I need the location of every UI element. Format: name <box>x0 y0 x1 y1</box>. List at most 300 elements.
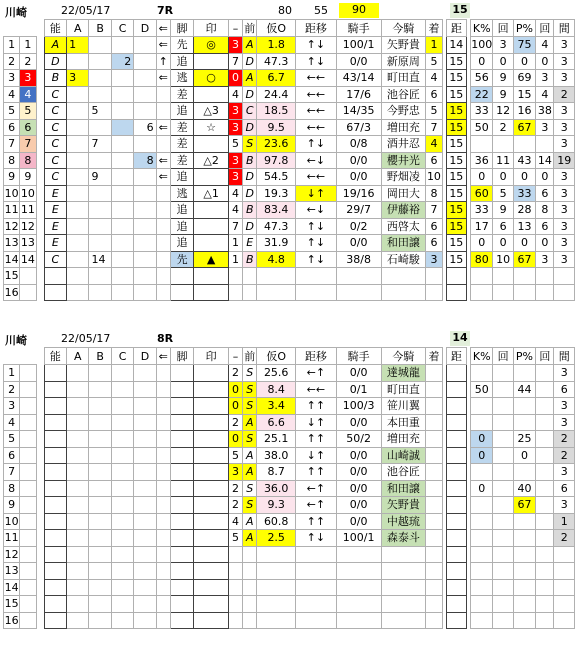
row-number: 12 <box>4 219 19 233</box>
row-number: 3 <box>4 398 20 415</box>
col-leg: 脚 <box>170 348 193 365</box>
interval: 3 <box>554 497 575 514</box>
current-jockey: 石崎駿 <box>381 251 426 268</box>
ds-cell: 4 <box>228 202 242 219</box>
col-front: 前 <box>244 21 256 35</box>
ds-cell <box>228 563 242 580</box>
count2 <box>536 546 554 563</box>
leg-type: 逃 <box>170 185 193 202</box>
score-c <box>111 563 133 580</box>
spacer <box>36 497 44 514</box>
jockey-record: 43/14 <box>336 70 381 87</box>
p-percent: 0 <box>513 169 535 186</box>
arrow-cell <box>156 365 170 382</box>
spacer <box>36 53 44 70</box>
mark-cell: ▲ <box>194 251 229 268</box>
leg-type: 先 <box>170 37 193 54</box>
position-grade: S <box>243 381 257 398</box>
finish-cell <box>426 530 442 547</box>
count1 <box>493 381 513 398</box>
leg-type: 差 <box>170 152 193 169</box>
jockey-record: 0/0 <box>336 235 381 252</box>
arrow-cell <box>156 414 170 431</box>
spacer <box>36 431 44 448</box>
arrow-cell <box>156 447 170 464</box>
horse-number: 4 <box>20 86 36 103</box>
table-row <box>4 284 575 301</box>
provisional-odds: 6.7 <box>257 70 296 87</box>
table-row <box>4 235 575 252</box>
jockey-record: 0/2 <box>336 218 381 235</box>
table-row <box>4 152 575 169</box>
ds-cell: 3 <box>228 119 242 136</box>
k-percent <box>471 612 493 629</box>
ability-rank: C <box>44 251 66 268</box>
k-percent: 0 <box>471 235 493 252</box>
jockey-record: 0/0 <box>336 365 381 382</box>
score-b <box>89 86 111 103</box>
finish-cell <box>426 480 442 497</box>
jockey-record: 67/3 <box>336 119 381 136</box>
finish-cell <box>426 431 442 448</box>
table-row <box>4 202 575 219</box>
count2: 3 <box>536 251 554 268</box>
score-a <box>67 152 89 169</box>
table-row <box>4 596 575 613</box>
arrow-cell <box>156 464 170 481</box>
arrow-cell <box>156 579 170 596</box>
p-percent: 15 <box>513 86 535 103</box>
ability-rank: C <box>44 169 66 186</box>
ability-rank <box>44 480 66 497</box>
arrow-cell <box>156 202 170 219</box>
score-b <box>89 53 111 70</box>
k-percent: 50 <box>471 381 493 398</box>
leg-type <box>170 414 193 431</box>
distance-cell <box>446 563 466 580</box>
mark-cell <box>194 86 229 103</box>
leg-type <box>170 480 193 497</box>
count2 <box>536 381 554 398</box>
spacer <box>36 218 44 235</box>
interval <box>554 596 575 613</box>
score-d <box>134 235 156 252</box>
col-b: B <box>89 20 111 37</box>
distance-cell <box>446 497 466 514</box>
leg-type <box>170 447 193 464</box>
table-row <box>4 251 575 268</box>
position-grade: D <box>243 86 257 103</box>
col-dash: – <box>228 348 242 365</box>
count1 <box>493 546 513 563</box>
score-b: 14 <box>89 251 111 268</box>
finish-cell <box>426 365 442 382</box>
score-d <box>134 464 156 481</box>
score-c <box>111 579 133 596</box>
p-percent <box>513 398 535 415</box>
mark-cell <box>194 268 229 285</box>
current-jockey <box>381 596 426 613</box>
ability-rank: E <box>44 202 66 219</box>
interval: 2 <box>554 530 575 547</box>
header-row <box>4 20 575 37</box>
count1: 2 <box>493 119 513 136</box>
score-c <box>111 185 133 202</box>
distance-move: ↓↑ <box>296 185 337 202</box>
mark-cell: △2 <box>194 152 229 169</box>
distance-move: ←↑ <box>296 480 337 497</box>
interval: 3 <box>554 365 575 382</box>
horse-number <box>20 284 36 301</box>
distance-move <box>296 284 337 301</box>
score-c <box>111 202 133 219</box>
arrow-cell <box>156 235 170 252</box>
row-number: 7 <box>4 136 20 153</box>
p-percent: 33 <box>513 185 535 202</box>
jockey-record <box>336 268 381 285</box>
count1: 5 <box>493 185 513 202</box>
current-jockey: 野畑凌 <box>381 169 426 186</box>
current-jockey: 西啓太 <box>381 218 426 235</box>
score-d <box>134 513 156 530</box>
distance-cell: 15 <box>446 235 466 252</box>
current-jockey <box>381 268 426 285</box>
position-grade: A <box>243 70 257 87</box>
count2: 4 <box>536 86 554 103</box>
position-grade: A <box>243 447 257 464</box>
spacer <box>36 251 44 268</box>
score-b <box>89 513 111 530</box>
distance-cell: 15 <box>446 169 466 186</box>
finish-cell <box>426 284 442 301</box>
spacer <box>36 268 44 285</box>
score-c <box>111 530 133 547</box>
col-distance: 距 <box>446 348 466 365</box>
spacer <box>36 398 44 415</box>
current-jockey <box>381 563 426 580</box>
arrow-cell <box>156 86 170 103</box>
distance-move <box>296 563 337 580</box>
col-d: D <box>134 348 156 365</box>
ds-cell: 7 <box>228 218 242 235</box>
count1 <box>493 530 513 547</box>
provisional-odds <box>257 579 296 596</box>
ability-rank <box>44 398 66 415</box>
distance-cell <box>446 513 466 530</box>
score-b <box>89 185 111 202</box>
distance-head: 15 <box>450 3 470 18</box>
distance-cell: 14 <box>446 37 466 54</box>
position-grade: S <box>243 365 257 382</box>
interval: 6 <box>554 381 575 398</box>
p-percent <box>513 596 535 613</box>
distance-move: ←↑ <box>296 365 337 382</box>
table-row <box>4 70 575 87</box>
leg-type <box>170 612 193 629</box>
p-percent: 28 <box>513 202 535 219</box>
count2 <box>536 284 554 301</box>
position-grade: D <box>243 119 257 136</box>
current-jockey: 増田充 <box>381 119 426 136</box>
jockey-record: 100/1 <box>336 530 381 547</box>
jockey-record: 38/8 <box>336 251 381 268</box>
interval: 3 <box>554 53 575 70</box>
ds-cell: 3 <box>228 37 242 54</box>
score-a <box>67 497 89 514</box>
k-percent <box>471 563 493 580</box>
finish-cell: 6 <box>426 86 442 103</box>
p-percent: 0 <box>513 235 535 252</box>
spacer <box>36 579 44 596</box>
horse-number <box>20 497 36 514</box>
count2 <box>536 579 554 596</box>
spacer <box>36 513 44 530</box>
col-a: A <box>67 20 89 37</box>
distance-move: ↑↓ <box>296 251 337 268</box>
col-cur-jockey: 今騎 <box>381 348 426 365</box>
score-d <box>134 268 156 285</box>
horse-number: 9 <box>20 169 36 186</box>
provisional-odds: 9.5 <box>257 119 296 136</box>
provisional-odds: 60.8 <box>257 513 296 530</box>
leg-type <box>170 381 193 398</box>
distance-cell: 15 <box>446 251 466 268</box>
horse-number <box>20 447 36 464</box>
ds-cell: 2 <box>228 414 242 431</box>
jockey-record: 19/16 <box>336 185 381 202</box>
mark-cell <box>194 284 229 301</box>
k-percent: 36 <box>471 152 493 169</box>
mark-cell <box>194 53 229 70</box>
col-odds: 仮O <box>257 20 296 37</box>
p-percent: 0 <box>513 447 535 464</box>
distance-move: ←↑ <box>296 497 337 514</box>
table-row <box>4 579 575 596</box>
leg-type: 差 <box>170 86 193 103</box>
score-a <box>67 513 89 530</box>
row-number: 14 <box>4 252 19 266</box>
count1: 12 <box>493 103 513 120</box>
score-a <box>67 268 89 285</box>
col-cur-jockey: 今騎 <box>381 20 426 37</box>
count1 <box>493 268 513 285</box>
position-grade: A <box>243 513 257 530</box>
table-row <box>4 136 575 153</box>
arrow-cell <box>156 218 170 235</box>
count2 <box>536 398 554 415</box>
spacer <box>36 447 44 464</box>
score-c <box>111 480 133 497</box>
leg-type <box>170 546 193 563</box>
spacer <box>36 37 44 54</box>
p-percent: 13 <box>513 218 535 235</box>
k-percent: 0 <box>471 447 493 464</box>
jockey-record: 0/0 <box>336 414 381 431</box>
table-row <box>4 381 575 398</box>
k-percent <box>471 284 493 301</box>
score-c <box>111 398 133 415</box>
col-odds: 仮O <box>257 348 296 365</box>
k-percent: 50 <box>471 119 493 136</box>
score-b: 5 <box>89 103 111 120</box>
current-jockey: 櫻井光 <box>381 152 426 169</box>
spacer <box>36 70 44 87</box>
mark-cell <box>194 464 229 481</box>
score-d <box>134 497 156 514</box>
horse-number: 1 <box>20 37 36 54</box>
position-grade: A <box>243 530 257 547</box>
finish-cell <box>426 596 442 613</box>
distance-move: ←← <box>296 70 337 87</box>
current-jockey: 酒井忍 <box>381 136 426 153</box>
distance-cell <box>446 530 466 547</box>
count2 <box>536 530 554 547</box>
distance-cell <box>446 284 466 301</box>
distance-move: ↑↓ <box>296 37 337 54</box>
position-grade: D <box>243 169 257 186</box>
ds-cell: 5 <box>228 136 242 153</box>
current-jockey: 山崎誠 <box>381 447 426 464</box>
current-jockey: 達城龍 <box>381 365 426 382</box>
jockey-record <box>336 546 381 563</box>
current-jockey: 矢野貴 <box>381 497 426 514</box>
distance-move: ↑↑ <box>296 513 337 530</box>
interval <box>554 546 575 563</box>
table-row <box>4 103 575 120</box>
k-percent <box>471 579 493 596</box>
score-d <box>134 579 156 596</box>
row-number: 11 <box>4 531 19 545</box>
p-percent <box>513 284 535 301</box>
ds-cell: 3 <box>228 152 242 169</box>
position-grade: S <box>243 136 257 153</box>
count2 <box>536 414 554 431</box>
distance-move: ↑↓ <box>296 530 337 547</box>
leg-type: 先 <box>170 251 193 268</box>
p-percent: 67 <box>513 251 535 268</box>
race-sheet-8r <box>3 330 575 629</box>
score-b <box>89 152 111 169</box>
score-b <box>89 202 111 219</box>
ds-cell: 1 <box>228 235 242 252</box>
ability-rank: C <box>44 136 66 153</box>
score-a <box>67 235 89 252</box>
ds-cell: 7 <box>228 53 242 70</box>
top-num-2: 55 <box>314 4 328 17</box>
interval: 3 <box>554 251 575 268</box>
horse-number: 14 <box>20 252 35 266</box>
jockey-record: 29/7 <box>336 202 381 219</box>
row-number: 10 <box>4 514 19 528</box>
k-percent: 80 <box>471 251 493 268</box>
spacer <box>36 612 44 629</box>
horse-number <box>20 513 36 530</box>
position-grade: B <box>243 251 257 268</box>
finish-cell <box>426 497 442 514</box>
col-d: D <box>134 20 156 37</box>
score-d <box>134 202 156 219</box>
score-d <box>134 86 156 103</box>
finish-cell: 1 <box>426 37 442 54</box>
table-row <box>4 447 575 464</box>
col-mark: 印 <box>194 348 229 365</box>
provisional-odds: 18.5 <box>257 103 296 120</box>
score-d <box>134 103 156 120</box>
p-percent <box>513 546 535 563</box>
score-d <box>134 563 156 580</box>
venue-label: 川崎 <box>5 6 27 19</box>
ability-rank: C <box>44 103 66 120</box>
distance-cell: 15 <box>446 119 466 136</box>
score-b <box>89 579 111 596</box>
current-jockey: 増田充 <box>381 431 426 448</box>
horse-number <box>20 612 36 629</box>
score-c <box>111 447 133 464</box>
distance-move <box>296 579 337 596</box>
col-jockey: 騎手 <box>336 20 381 37</box>
count2 <box>536 513 554 530</box>
score-c <box>111 381 133 398</box>
jockey-record: 17/6 <box>336 86 381 103</box>
provisional-odds: 97.8 <box>257 152 296 169</box>
score-a <box>67 563 89 580</box>
row-number: 14 <box>4 580 19 594</box>
score-a <box>67 169 89 186</box>
finish-cell: 6 <box>426 152 442 169</box>
horse-number <box>20 480 36 497</box>
distance-cell: 15 <box>446 185 466 202</box>
score-b <box>89 37 111 54</box>
ability-rank: D <box>44 53 66 70</box>
score-a <box>67 251 89 268</box>
count1 <box>493 136 513 153</box>
table-row <box>4 185 575 202</box>
p-percent <box>513 530 535 547</box>
position-grade: A <box>243 464 257 481</box>
mark-cell: △3 <box>194 103 229 120</box>
score-d <box>134 414 156 431</box>
table-row <box>4 365 575 382</box>
count2 <box>536 431 554 448</box>
table-row <box>4 414 575 431</box>
mark-cell <box>194 447 229 464</box>
ds-cell: 0 <box>228 398 242 415</box>
row-number: 9 <box>4 169 20 186</box>
race-label: 8R <box>157 332 174 345</box>
interval: 3 <box>554 103 575 120</box>
count2: 3 <box>536 119 554 136</box>
current-jockey: 町田直 <box>381 70 426 87</box>
score-a <box>67 284 89 301</box>
jockey-record: 0/0 <box>336 53 381 70</box>
k-percent <box>471 398 493 415</box>
leg-type: 追 <box>170 202 193 219</box>
finish-cell: 3 <box>426 251 442 268</box>
col-dist-move: 距移 <box>296 20 337 37</box>
interval: 3 <box>554 185 575 202</box>
position-grade: B <box>243 202 257 219</box>
table-row <box>4 612 575 629</box>
ability-rank <box>44 414 66 431</box>
col-finish: 着 <box>426 20 442 37</box>
col-interval: 間 <box>554 20 575 37</box>
provisional-odds: 54.5 <box>257 169 296 186</box>
distance-cell <box>446 414 466 431</box>
k-percent: 17 <box>471 218 493 235</box>
score-b <box>89 235 111 252</box>
mark-cell: ☆ <box>194 119 229 136</box>
ds-cell: 0 <box>228 381 242 398</box>
